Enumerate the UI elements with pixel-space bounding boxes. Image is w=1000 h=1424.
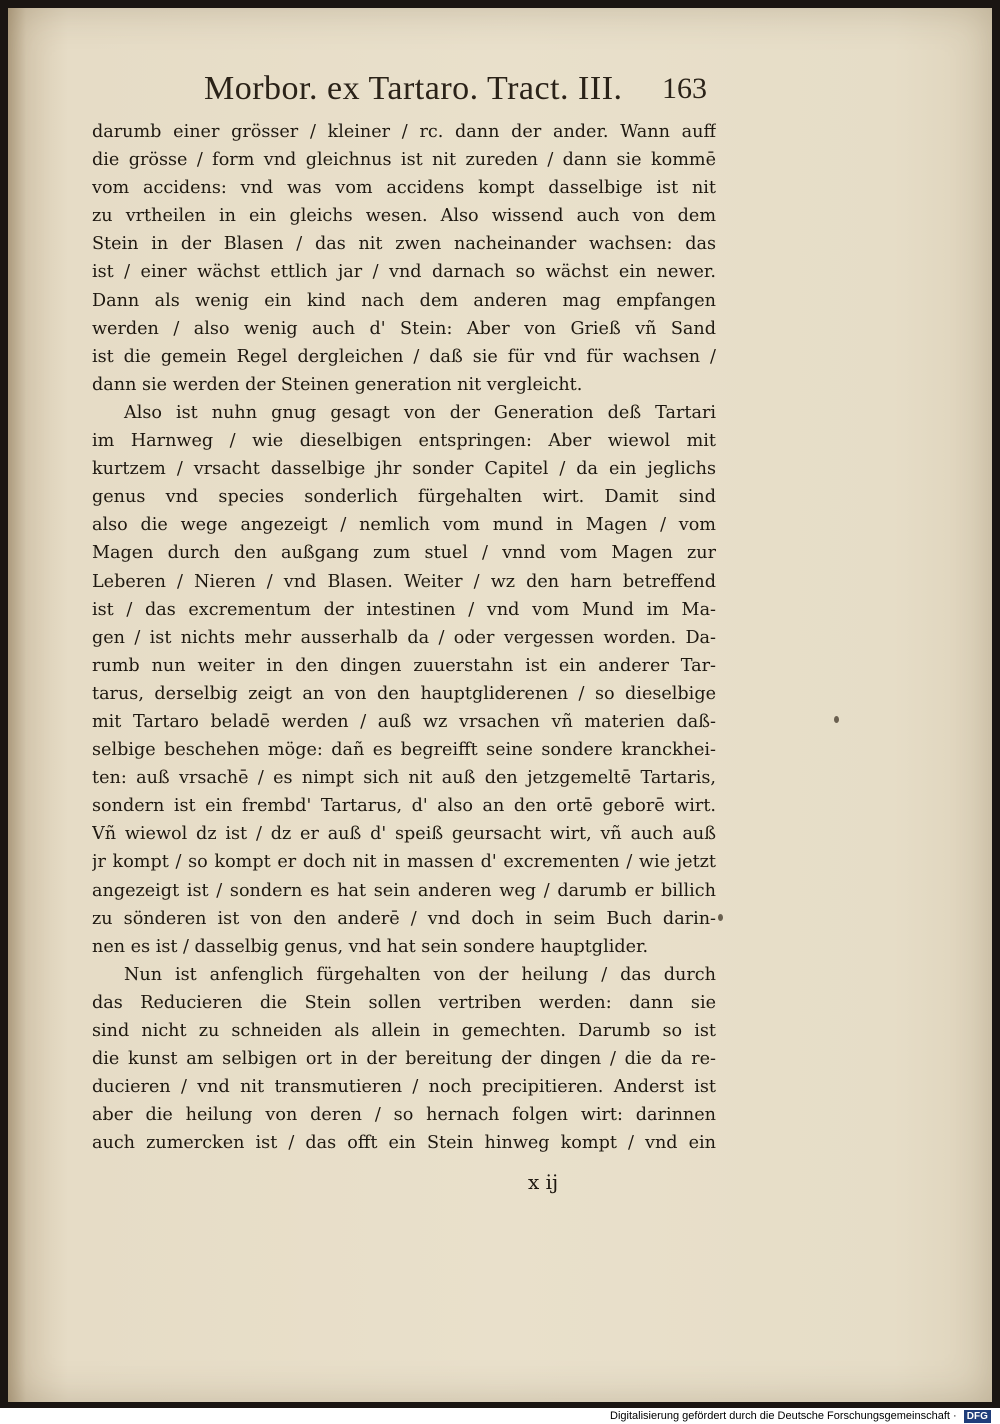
text-line: ducieren / vnd nit transmutieren / noch precipitieren. Anderst ist (92, 1077, 716, 1098)
text-line: kurtzem / vrsacht dasselbige jhr sonder Capitel / da ein jeglichs (92, 459, 716, 480)
running-header: Morbor. ex Tartaro. Tract. III. (204, 70, 623, 107)
text-line: sind nicht zu schneiden als allein in gemechten. Darumb so ist (92, 1021, 716, 1041)
text-line: Dann als wenig ein kind nach dem anderen mag empfangen (92, 290, 716, 311)
credit-text: Digitalisierung gefördert durch die Deutsche Forschungsgemeinschaft · (610, 1410, 957, 1422)
text-line: die grösse / form vnd gleichnus ist nit zureden / dann sie kommē (92, 150, 716, 171)
page-speck (834, 716, 839, 723)
text-line: selbige beschehen möge: dañ es begreifft seine sondere kranckhei- (92, 740, 716, 761)
text-line: also die wege angezeigt / nemlich vom mund in Magen / vom (92, 515, 716, 536)
page-number: 163 (662, 72, 707, 105)
text-line: Magen durch den außgang zum stuel / vnnd vom Magen zur (92, 543, 716, 564)
text-line: darumb einer grösser / kleiner / rc. dann der ander. Wann auff (92, 122, 716, 142)
text-line: dann sie werden der Steinen generation nit vergleicht. (92, 374, 583, 395)
text-line: aber die heilung von deren / so hernach folgen wirt: darinnen (92, 1105, 716, 1126)
signature-mark: x ij (528, 1170, 559, 1194)
text-line: ist / einer wächst ettlich jar / vnd darnach so wächst ein newer. (92, 262, 716, 283)
text-line: zu sönderen ist von den anderē / vnd doch in seim Buch darin- (92, 908, 716, 929)
text-line: das Reducieren die Stein sollen vertriben werden: dann sie (92, 992, 716, 1013)
page-speck (718, 914, 723, 921)
text-line: auch zumercken ist / das offt ein Stein hinweg kompt / vnd ein (92, 1133, 716, 1154)
text-line: Leberen / Nieren / vnd Blasen. Weiter / wz den harn betreffend (92, 571, 716, 592)
text-line: rumb nun weiter in den dingen zuuerstahn ist ein anderer Tar- (92, 655, 716, 676)
text-line: werden / also wenig auch d' Stein: Aber von Grieß vñ Sand (92, 318, 716, 339)
text-line: genus vnd species sonderlich fürgehalten wirt. Damit sind (92, 487, 716, 508)
text-line: ist die gemein Regel dergleichen / daß sie für vnd für wachsen / (92, 346, 716, 367)
text-line: vom accidens: vnd was vom accidens kompt dasselbige ist nit (92, 178, 716, 199)
digitization-credit (610, 1408, 1000, 1424)
text-line: ist / das excrementum der intestinen / vnd vom Mund im Ma- (92, 599, 716, 620)
text-line: nen es ist / dasselbig genus, vnd hat sein sondere hauptglider. (92, 936, 649, 957)
text-line: die kunst am selbigen ort in der bereitung der dingen / die da re- (92, 1049, 716, 1070)
text-line: mit Tartaro beladē werden / auß wz vrsachen vñ materien daß- (92, 711, 716, 732)
text-line: Stein in der Blasen / das nit zwen nacheinander wachsen: das (92, 234, 716, 255)
text-line: im Harnweg / wie dieselbigen entspringen: Aber wiewol mit (92, 431, 716, 452)
book-page (8, 8, 992, 1402)
text-line: Nun ist anfenglich fürgehalten von der heilung / das durch (124, 964, 716, 985)
text-line: tarus, derselbig zeigt an von den hauptgliderenen / so dieselbige (92, 683, 716, 704)
text-line: Vñ wiewol dz ist / dz er auß d' speiß geursacht wirt, vñ auch auß (92, 824, 716, 845)
text-line: jr kompt / so kompt er doch nit in massen d' excrementen / wie jetzt (92, 852, 716, 873)
text-line: ten: auß vrsachē / es nimpt sich nit auß den jetzgemeltē Tartaris, (92, 768, 716, 789)
text-line: zu vrtheilen in ein gleichs wesen. Also wissend auch von dem (92, 206, 716, 227)
text-line: gen / ist nichts mehr ausserhalb da / oder vergessen worden. Da- (92, 627, 716, 648)
text-line: sondern ist ein frembd' Tartarus, d' also an den ortē geborē wirt. (92, 796, 716, 817)
dfg-logo: DFG (964, 1410, 991, 1423)
text-line: Also ist nuhn gnug gesagt von der Generation deß Tartari (124, 402, 716, 423)
body-text (92, 118, 716, 1157)
text-line: angezeigt ist / sondern es hat sein anderen weg / darumb er billich (92, 880, 716, 901)
